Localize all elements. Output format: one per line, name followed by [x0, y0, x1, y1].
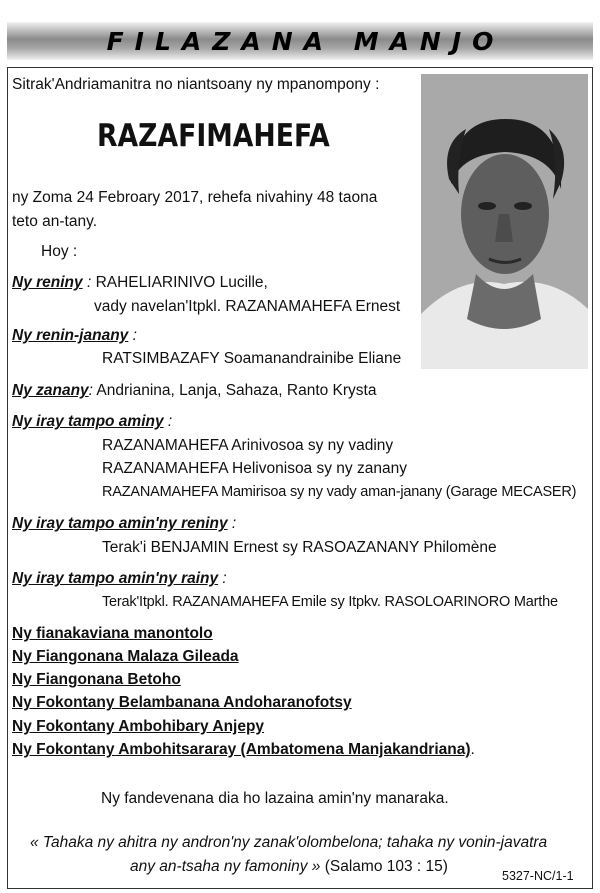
tampo-rainy-sep: :	[218, 570, 227, 587]
zanany-line	[12, 382, 376, 400]
header-title: FILAZANA MANJO	[106, 26, 505, 56]
quote-line-1: « Tahaka ny ahitra ny andron'ny zanak'olombelona; tahaka ny vonin-javatra	[30, 834, 548, 851]
tampo-rainy-names: Terak'Itpkl. RAZANAMAHEFA Emile sy Itpkv. RASOLOARINORO Marthe	[102, 594, 558, 610]
tampo-rainy-label: Ny iray tampo amin'ny rainy	[12, 570, 219, 587]
group-item: Ny Fiangonana Betoho	[12, 671, 181, 688]
iray-tampo-label: Ny iray tampo aminy	[12, 413, 164, 430]
renin-janany-name: RATSIMBAZAFY Soamanandrainibe Eliane	[102, 350, 402, 367]
deceased-name: RAZAFIMAHEFA	[97, 118, 330, 154]
zanany-sep: :	[88, 382, 93, 399]
intro-text: Sitrak'Andriamanitra no niantsoany ny mpanompony :	[12, 76, 380, 93]
funeral-announcement: Ny fandevenana dia ho lazaina amin'ny manaraka.	[101, 790, 449, 807]
zanany-label: Ny zanany	[12, 382, 89, 399]
group-item-last	[12, 741, 475, 759]
tampo-reniny-line	[12, 515, 236, 533]
quote-line-2	[130, 858, 448, 876]
groups-end: .	[470, 741, 475, 758]
portrait-image	[421, 74, 588, 369]
date-line-2: teto an-tany.	[12, 213, 98, 230]
renin-janany-line	[12, 327, 137, 345]
date-line-1: ny Zoma 24 Febroary 2017, rehefa nivahiny 48 taona	[12, 189, 378, 206]
tampo-reniny-sep: :	[227, 515, 237, 532]
iray-tampo-item: RAZANAMAHEFA Helivonisoa sy ny zanany	[102, 460, 407, 477]
iray-tampo-line	[12, 413, 172, 431]
reniny-label: Ny reniny	[12, 274, 83, 291]
quote-text: any an-tsaha ny famoniny »	[130, 858, 321, 875]
tampo-rainy-line	[12, 570, 227, 588]
reniny-name: RAHELIARINIVO Lucille,	[91, 274, 268, 291]
tampo-reniny-label: Ny iray tampo amin'ny reniny	[12, 515, 228, 532]
group-item: Ny Fokontany Belambanana Andoharanofotsy	[12, 694, 352, 711]
tampo-reniny-names: Terak'i BENJAMIN Ernest sy RASOAZANANY Philomène	[102, 539, 497, 556]
group-item: Ny Fokontany Ambohibary Anjepy	[12, 718, 265, 735]
iray-tampo-sep: :	[163, 413, 173, 430]
iray-tampo-item: RAZANAMAHEFA Arinivosoa sy ny vadiny	[102, 437, 394, 454]
reniny-line	[12, 274, 268, 292]
group-item: Ny Fokontany Ambohitsararay (Ambatomena Manjakandriana)	[12, 741, 471, 758]
deceased-photo	[421, 74, 588, 369]
renin-janany-label: Ny renin-janany	[12, 327, 129, 344]
reniny-sep: :	[82, 274, 92, 291]
group-item: Ny fianakaviana manontolo	[12, 625, 213, 642]
zanany-names: Andrianina, Lanja, Sahaza, Ranto Krysta	[92, 382, 377, 399]
quote-reference: (Salamo 103 : 15)	[320, 858, 448, 875]
ad-reference-code: 5327-NC/1-1	[502, 869, 574, 883]
renin-janany-sep: :	[128, 327, 137, 344]
hoy-text: Hoy :	[41, 243, 78, 260]
group-item: Ny Fiangonana Malaza Gileada	[12, 648, 239, 665]
header-banner	[7, 22, 593, 60]
iray-tampo-item: RAZANAMAHEFA Mamirisoa sy ny vady aman-janany (Garage MECASER)	[102, 484, 577, 500]
reniny-line-2: vady navelan'Itpkl. RAZANAMAHEFA Ernest	[94, 298, 401, 315]
